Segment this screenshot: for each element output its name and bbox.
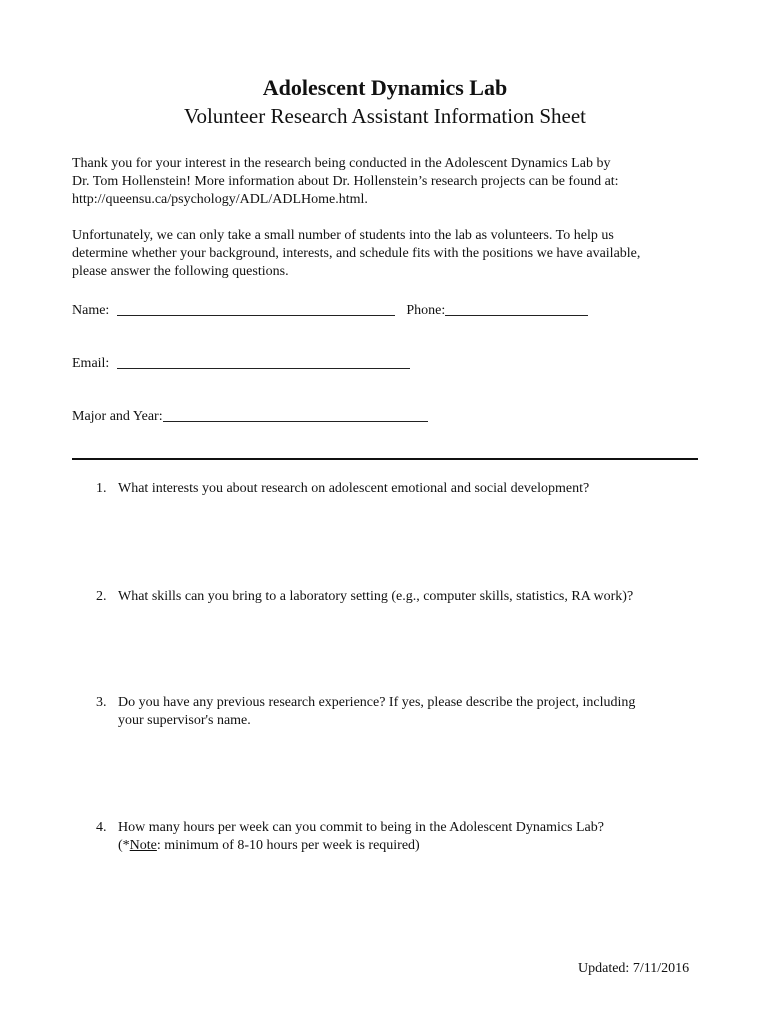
question-number: 2. <box>96 589 107 604</box>
notice-line: determine whether your background, interests, and schedule fits with the positions we have available, <box>72 246 641 261</box>
question-text: What skills can you bring to a laboratory setting (e.g., computer skills, statistics, RA work)? <box>118 589 634 604</box>
section-divider <box>72 458 698 460</box>
notice-line: please answer the following questions. <box>72 264 289 279</box>
email-label: Email: <box>72 356 110 371</box>
name-label: Name: <box>72 303 110 318</box>
question-text: Do you have any previous research experience? If yes, please describe the project, including <box>118 695 636 710</box>
intro-line: Dr. Tom Hollenstein! More information about Dr. Hollenstein’s research projects can be found at: <box>72 174 619 189</box>
question-number: 1. <box>96 481 107 496</box>
email-row <box>72 352 410 372</box>
major-year-field[interactable] <box>163 407 428 422</box>
email-field[interactable] <box>117 354 410 369</box>
major-year-row <box>72 405 428 425</box>
intro-line: http://queensu.ca/psychology/ADL/ADLHome.html. <box>72 192 368 207</box>
question-note-line <box>118 837 604 855</box>
updated-date: Updated: 7/11/2016 <box>578 961 690 976</box>
sheet-subtitle: Volunteer Research Assistant Information Sheet <box>183 104 587 128</box>
name-phone-row <box>72 299 588 319</box>
phone-field[interactable] <box>445 301 588 316</box>
notice-line: Unfortunately, we can only take a small number of students into the lab as volunteers. To help us <box>72 228 614 243</box>
notice-paragraph <box>72 227 712 281</box>
note-label: Note <box>129 838 157 853</box>
note-prefix: (* <box>118 838 130 853</box>
note-text: : minimum of 8-10 hours per week is required) <box>156 838 420 853</box>
major-year-label: Major and Year: <box>72 409 163 424</box>
name-field[interactable] <box>117 301 395 316</box>
question-text: How many hours per week can you commit to being in the Adolescent Dynamics Lab? <box>118 820 604 835</box>
question-text: What interests you about research on adolescent emotional and social development? <box>118 481 590 496</box>
phone-label: Phone: <box>406 303 446 318</box>
question-text: your supervisor's name. <box>118 713 251 728</box>
question-number: 4. <box>96 820 107 835</box>
lab-title: Adolescent Dynamics Lab <box>262 75 508 100</box>
question-number: 3. <box>96 695 107 710</box>
intro-line: Thank you for your interest in the research being conducted in the Adolescent Dynamics Lab by <box>72 156 611 171</box>
intro-paragraph <box>72 155 712 209</box>
